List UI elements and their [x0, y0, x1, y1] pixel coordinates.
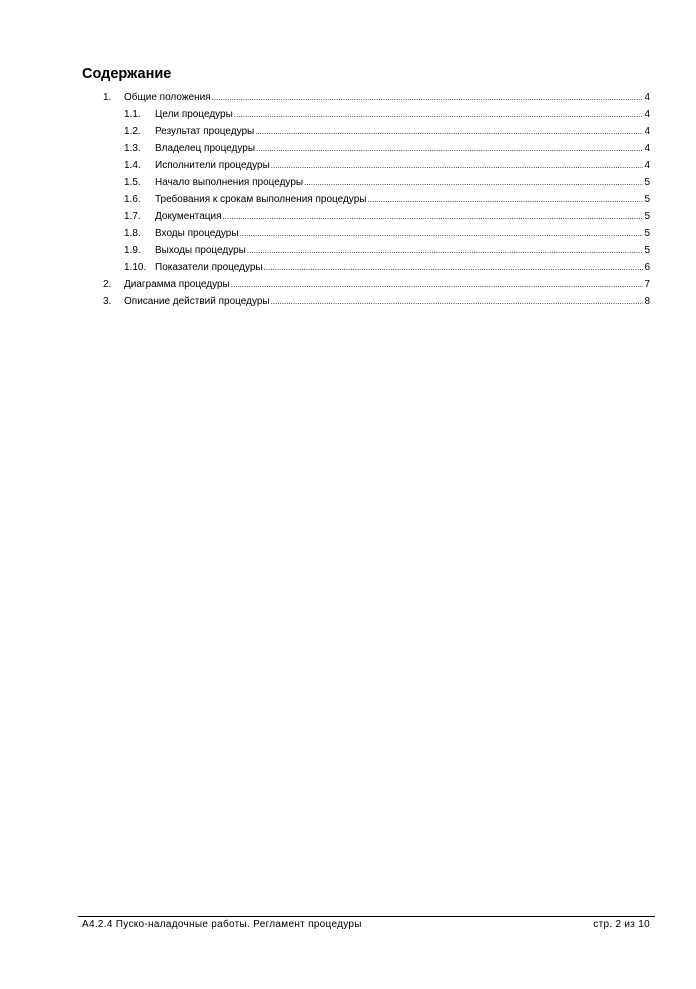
toc-entry-number: 1.7. [124, 211, 141, 222]
toc-dot-leader [304, 174, 643, 191]
toc-entry-title[interactable]: Документация [155, 211, 222, 222]
toc-entry-title[interactable]: Требования к срокам выполнения процедуры [155, 194, 367, 205]
toc-entry-body [124, 293, 650, 310]
toc-entry-title[interactable]: Результат процедуры [155, 126, 255, 137]
toc-entry-title[interactable]: Цели процедуры [155, 109, 233, 120]
footer-divider [78, 916, 655, 917]
toc-dot-leader [255, 123, 643, 140]
toc-entry-page: 6 [644, 262, 650, 273]
toc-entry-page: 5 [644, 245, 650, 256]
toc-entry-body [155, 174, 650, 191]
toc-entry-body [155, 106, 650, 123]
toc-entry-body [124, 276, 650, 293]
toc-entry-title[interactable]: Выходы процедуры [155, 245, 246, 256]
toc-entry-page: 4 [644, 109, 650, 120]
toc-entry[interactable] [0, 174, 696, 191]
toc-entry-page: 5 [644, 177, 650, 188]
toc-entry-page: 8 [644, 296, 650, 307]
toc-dot-leader [223, 208, 644, 225]
toc-dot-leader [256, 140, 643, 157]
toc-entry-number: 1.2. [124, 126, 141, 137]
footer-document-name: А4.2.4 Пуско-наладочные работы. Регламент процедуры [82, 919, 362, 930]
toc-entry-body [155, 259, 650, 276]
toc-entry-page: 5 [644, 194, 650, 205]
toc-entry[interactable] [0, 293, 696, 310]
toc-dot-leader [271, 293, 644, 310]
toc-entry-number: 3. [103, 296, 112, 307]
toc-entry-page: 5 [644, 211, 650, 222]
toc-entry-page: 7 [644, 279, 650, 290]
toc-entry-body [155, 208, 650, 225]
toc-entry-title[interactable]: Владелец процедуры [155, 143, 255, 154]
toc-dot-leader [240, 225, 644, 242]
toc-entry-body [155, 123, 650, 140]
toc-entry-number: 1.9. [124, 245, 141, 256]
toc-entry-number: 1.5. [124, 177, 141, 188]
toc-entry-title[interactable]: Показатели процедуры [155, 262, 263, 273]
toc-entry[interactable] [0, 89, 696, 106]
toc-dot-leader [264, 259, 644, 276]
toc-entry[interactable] [0, 191, 696, 208]
toc-dot-leader [212, 89, 644, 106]
toc-entry-number: 1. [103, 92, 112, 103]
toc-entry-body [124, 89, 650, 106]
toc-entry-number: 2. [103, 279, 112, 290]
toc-entry-title[interactable]: Описание действий процедуры [124, 296, 270, 307]
toc-entry-page: 4 [644, 126, 650, 137]
toc-entry-number: 1.8. [124, 228, 141, 239]
toc-entry[interactable] [0, 276, 696, 293]
toc-entry-title[interactable]: Входы процедуры [155, 228, 239, 239]
toc-entry-number: 1.10. [124, 262, 147, 273]
toc-entry-number: 1.1. [124, 109, 141, 120]
toc-entry[interactable] [0, 157, 696, 174]
toc-entry-page: 5 [644, 228, 650, 239]
toc-entry-body [155, 157, 650, 174]
toc-entry-page: 4 [644, 160, 650, 171]
toc-entry-number: 1.6. [124, 194, 141, 205]
toc-entry-body [155, 191, 650, 208]
toc-entry-title[interactable]: Общие положения [124, 92, 211, 103]
toc-entry[interactable] [0, 140, 696, 157]
toc-entry-page: 4 [644, 143, 650, 154]
toc-entry[interactable] [0, 225, 696, 242]
toc-entry-title[interactable]: Исполнители процедуры [155, 160, 270, 171]
toc-title: Содержание [82, 66, 172, 82]
toc-dot-leader [234, 106, 644, 123]
toc-entry[interactable] [0, 242, 696, 259]
toc-entry-body [155, 242, 650, 259]
toc-entry-number: 1.3. [124, 143, 141, 154]
toc-entry-body [155, 140, 650, 157]
toc-dot-leader [247, 242, 644, 259]
toc-entry-number: 1.4. [124, 160, 141, 171]
toc-entry-title[interactable]: Диаграмма процедуры [124, 279, 230, 290]
toc-dot-leader [271, 157, 644, 174]
toc-dot-leader [367, 191, 643, 208]
table-of-contents [0, 89, 696, 310]
toc-entry-title[interactable]: Начало выполнения процедуры [155, 177, 304, 188]
toc-entry[interactable] [0, 259, 696, 276]
footer-page-number: стр. 2 из 10 [593, 919, 650, 930]
toc-entry-body [155, 225, 650, 242]
toc-dot-leader [231, 276, 644, 293]
toc-entry[interactable] [0, 208, 696, 225]
toc-entry[interactable] [0, 123, 696, 140]
toc-entry[interactable] [0, 106, 696, 123]
toc-entry-page: 4 [644, 92, 650, 103]
